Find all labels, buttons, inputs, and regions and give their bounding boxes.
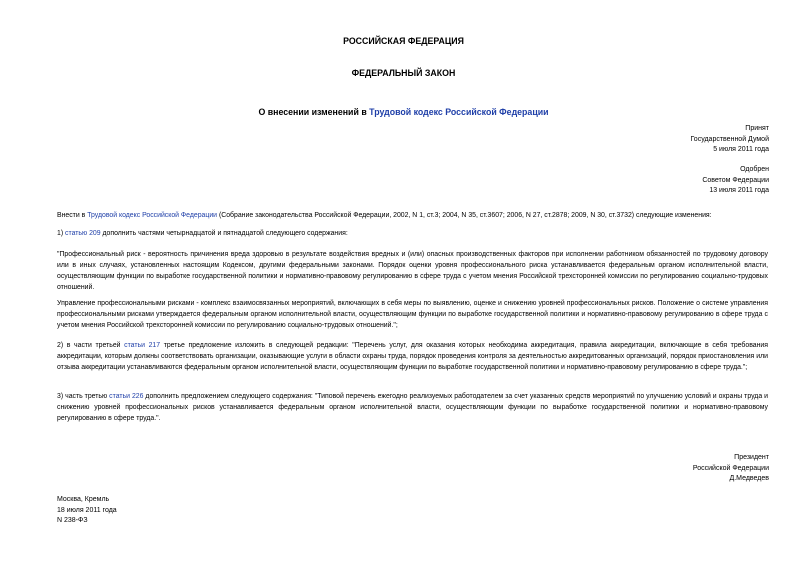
labor-code-title-link[interactable]: Трудовой кодекс Российской Федерации	[369, 107, 549, 117]
item-2-number: 2) в части третьей	[57, 342, 125, 349]
law-title	[0, 107, 807, 117]
law-type-heading: ФЕДЕРАЛЬНЫЙ ЗАКОН	[351, 68, 456, 78]
footer-place: Москва, Кремль	[57, 496, 110, 503]
footer-date: 18 июля 2011 года	[57, 506, 117, 514]
accepted-line: Государственной Думой	[690, 135, 769, 143]
intro-text: Внести в	[57, 212, 88, 219]
law-title-prefix: О внесении изменений в	[258, 107, 370, 117]
signature-line: Российской Федерации	[692, 464, 769, 472]
approved-line: 13 июля 2011 года	[709, 187, 769, 194]
country-heading: РОССИЙСКАЯ ФЕДЕРАЦИЯ	[343, 36, 464, 46]
quote-risk-management: Управление профессиональными рисками - комплекс взаимосвязанных мероприятий, включающих в себя меры по выявлению, оценке и снижению уровней профессиональных рисков. Положение о системе управления профессиональными рисками утверждается федеральным органом исполнительной власти, осуществляющим функции по выработке государственной политики и нормативно-правовому регулированию в сфере труда с учетом мнения Российской трехсторонней комиссии по регулированию социально-трудовых отношений.";	[57, 300, 768, 329]
article-209-link[interactable]: статью 209	[65, 230, 101, 237]
item-3-text: дополнить предложением следующего содержания: "Типовой перечень ежегодно реализуемых работодателем за счет указанных средств мероприятий по улучшению условий и охраны труда и снижению уровней профессиональных рисков устанавливается федеральным органом исполнительной власти, осуществляющим функции по выработке государственной политики и нормативно-правовому регулированию в сфере труда.".	[57, 393, 768, 422]
item-2-text: третье предложение изложить в следующей редакции: "Перечень услуг, для оказания которых необходима аккредитация, правила аккредитации, включающие в себя требования аккредитации, которым должны соответствовать организации, оказывающие услуги в области охраны труда, порядок проведения контроля за деятельностью аккредитованных организаций, порядок приостановления или отзыва аккредитации устанавливаются федеральным органом исполнительной власти, осуществляющим функции по выработке государственной политики и нормативно-правовому регулированию в сфере труда.";	[57, 342, 768, 371]
approved-line: Советом Федерации	[702, 176, 769, 184]
accepted-block	[690, 124, 769, 156]
accepted-line: 5 июля 2011 года	[713, 146, 769, 153]
quote-professional-risk: "Профессиональный риск - вероятность причинения вреда здоровью в результате воздействия вредных и (или) опасных производственных факторов при исполнении работником обязанностей по трудовому договору или в иных случаях, установленных настоящим Кодексом, другими федеральными законами. Порядок оценки уровня профессионального риска устанавливается федеральным органом исполнительной власти, осуществляющим функции по выработке государственной политики и нормативно-правовому регулированию в сфере труда с учетом мнения Российской трехсторонней комиссии по регулированию социально-трудовых отношений.	[57, 251, 768, 291]
item-1-text: дополнить частями четырнадцатой и пятнадцатой следующего содержания:	[100, 230, 348, 237]
footer-number: N 238-ФЗ	[57, 517, 88, 524]
labor-code-link[interactable]: Трудовой кодекс Российской Федерации	[87, 212, 218, 219]
intro-paragraph	[57, 210, 768, 221]
article-226-link[interactable]: статьи 226	[109, 393, 144, 400]
item-1	[57, 228, 768, 239]
article-217-link[interactable]: статьи 217	[124, 342, 161, 349]
accepted-line: Принят	[745, 125, 769, 132]
footer-block	[57, 495, 117, 527]
signature-line: Д.Медведев	[729, 475, 769, 482]
approved-line: Одобрен	[740, 166, 769, 173]
approved-block	[702, 165, 769, 197]
signature-line: Президент	[734, 454, 769, 461]
item-3-number: 3) часть третью	[57, 393, 110, 400]
item-2	[57, 340, 768, 373]
item-1-number: 1)	[57, 230, 66, 237]
signature-block	[693, 453, 769, 485]
item-3	[57, 391, 768, 424]
intro-text-rest: (Собрание законодательства Российской Федерации, 2002, N 1, ст.3; 2004, N 35, ст.3607; 2006, N 27, ст.2878; 2009, N 30, ст.3732) следующие изменения:	[217, 212, 712, 219]
